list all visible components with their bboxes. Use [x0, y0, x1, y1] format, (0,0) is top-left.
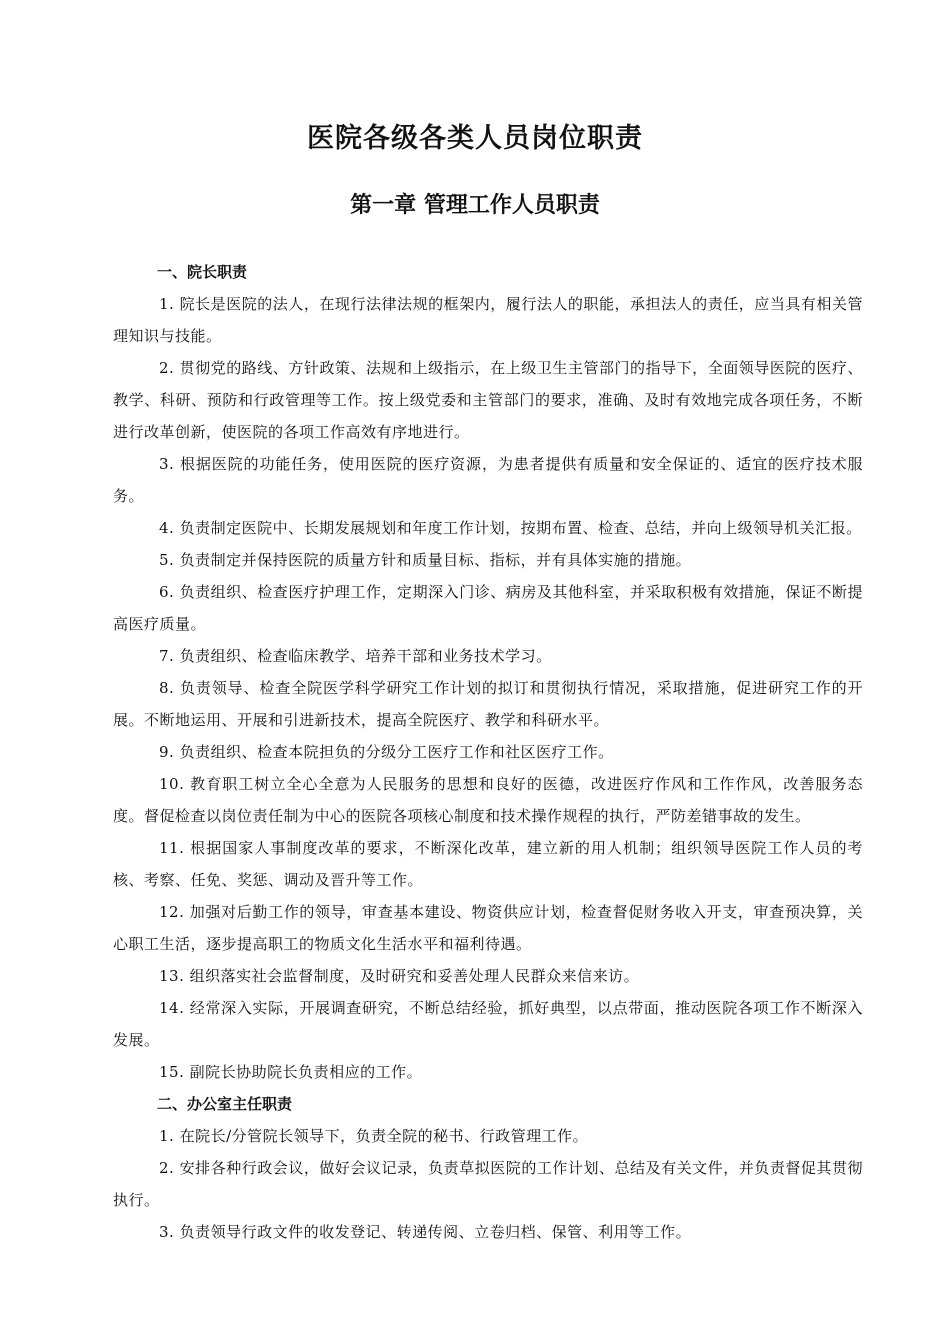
list-item: 1. 在院长/分管院长领导下，负责全院的秘书、行政管理工作。 [159, 1127, 589, 1145]
section-heading-office-director: 二、办公室主任职责 [157, 1095, 293, 1113]
list-item: 12. 加强对后勤工作的领导，审查基本建设、物资供应计划，检查督促财务收入开支，审查预决算，关心职工生活，逐步提高职工的物质文化生活水平和福利待遇。 [113, 903, 863, 953]
list-item: 7. 负责组织、检查临床教学、培养干部和业务技术学习。 [159, 647, 552, 665]
chapter-title: 第一章 管理工作人员职责 [350, 193, 600, 218]
list-item: 5. 负责制定并保持医院的质量方针和质量目标、指标，并有具体实施的措施。 [159, 551, 692, 569]
list-item: 9. 负责组织、检查本院担负的分级分工医疗工作和社区医疗工作。 [159, 743, 614, 761]
list-item: 2. 安排各种行政会议，做好会议记录，负责草拟医院的工作计划、总结及有关文件，并负责督促其贯彻执行。 [113, 1159, 863, 1209]
list-item: 15. 副院长协助院长负责相应的工作。 [159, 1063, 423, 1081]
document-body [113, 256, 863, 1248]
list-item: 2. 贯彻党的路线、方针政策、法规和上级指示，在上级卫生主管部门的指导下，全面领导医院的医疗、教学、科研、预防和行政管理等工作。按上级党委和主管部门的要求，准确、及时有效地完成各项任务，不断进行改革创新，使医院的各项工作高效有序地进行。 [113, 359, 863, 441]
list-item: 6. 负责组织、检查医疗护理工作，定期深入门诊、病房及其他科室，并采取积极有效措施，保证不断提高医疗质量。 [113, 583, 863, 633]
list-item: 11. 根据国家人事制度改革的要求，不断深化改革，建立新的用人机制；组织领导医院工作人员的考核、考察、任免、奖惩、调动及晋升等工作。 [113, 839, 863, 889]
list-item: 3. 负责领导行政文件的收发登记、转递传阅、立卷归档、保管、利用等工作。 [159, 1223, 692, 1241]
list-item: 4. 负责制定医院中、长期发展规划和年度工作计划，按期布置、检查、总结，并向上级领导机关汇报。 [159, 519, 862, 537]
list-item: 3. 根据医院的功能任务，使用医院的医疗资源，为患者提供有质量和安全保证的、适宜的医疗技术服务。 [113, 455, 863, 505]
list-item: 14. 经常深入实际，开展调查研究，不断总结经验，抓好典型，以点带面，推动医院各项工作不断深入发展。 [113, 999, 863, 1049]
section-heading-director: 一、院长职责 [157, 263, 248, 281]
list-item: 8. 负责领导、检查全院医学科学研究工作计划的拟订和贯彻执行情况，采取措施，促进研究工作的开展。不断地运用、开展和引进新技术，提高全院医疗、教学和科研水平。 [113, 679, 863, 729]
list-item: 1. 院长是医院的法人，在现行法律法规的框架内，履行法人的职能，承担法人的责任，应当具有相关管理知识与技能。 [113, 295, 863, 345]
document-title: 医院各级各类人员岗位职责 [307, 123, 643, 154]
list-item: 10. 教育职工树立全心全意为人民服务的思想和良好的医德，改进医疗作风和工作作风，改善服务态度。督促检查以岗位责任制为中心的医院各项核心制度和技术操作规程的执行，严防差错事故的发生。 [113, 775, 863, 825]
list-item: 13. 组织落实社会监督制度，及时研究和妥善处理人民群众来信来访。 [159, 967, 640, 985]
